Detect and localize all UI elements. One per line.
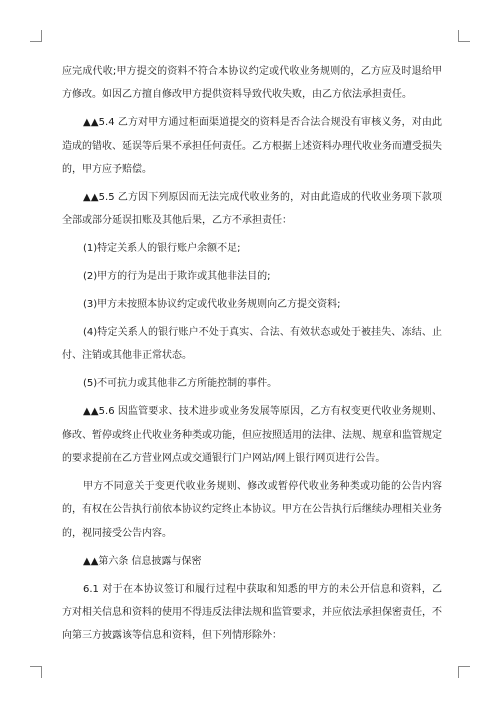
paragraph-clause-5-4: ▲▲5.4 乙方对甲方通过柜面渠道提交的资料是否合法合规没有审核义务，对由此造成的错收、延误等后果不承担任何责任。乙方根据上述资料办理代收业务而遭受损失的，甲方应予赔偿。 <box>62 117 442 176</box>
list-item-5-5-5: (5)不可抗力或其他非乙方所能控制的事件。 <box>83 378 278 390</box>
list-item-5-5-2: (2)甲方的行为是出于欺诈或其他非法目的; <box>83 271 271 283</box>
document-body <box>62 60 442 652</box>
section-heading-article-6: ▲▲第六条 信息披露与保密 <box>83 555 202 567</box>
list-item-5-5-1: (1)特定关系人的银行账户余额不足; <box>83 243 241 255</box>
crop-mark-bottom-left-v <box>41 666 42 678</box>
paragraph-clause-5-6-objection: 甲方不同意关于变更代收业务规则、修改或暂停代收业务种类或功能的公告内容的，有权在公告执行前依本协议约定终止本协议。甲方在公告执行后继续办理相关业务的，视同接受公告内容。 <box>62 481 442 539</box>
paragraph-clause-5-6: ▲▲5.6 因监管要求、技术进步或业务发展等原因，乙方有权变更代收业务规则、修改、暂停或终止代收业务种类或功能，但应按照适用的法律、法规、规章和监管规定的要求提前在乙方营业网点或交通银行门户网站/网上银行网页进行公告。 <box>62 406 442 465</box>
crop-mark-bottom-right-v <box>458 666 459 678</box>
paragraph-clause-5-3-continued: 应完成代收;甲方提交的资料不符合本协议约定或代收业务规则的，乙方应及时退给甲方修改。如因乙方擅自修改甲方提供资料导致代收失败，由乙方依法承担责任。 <box>62 66 442 101</box>
list-item-5-5-3: (3)甲方未按照本协议约定或代收业务规则向乙方提交资料; <box>83 299 341 311</box>
crop-mark-top-left-v <box>41 30 42 42</box>
crop-mark-top-right-h <box>458 41 470 42</box>
paragraph-clause-6-1: 6.1 对于在本协议签订和履行过程中获取和知悉的甲方的未公开信息和资料，乙方对相关信息和资料的使用不得违反法律法规和监管要求，并应依法承担保密责任，不向第三方披露该等信息和资料，但下列情形除外： <box>62 583 442 642</box>
crop-mark-top-right-v <box>458 30 459 42</box>
list-item-5-5-4: (4)特定关系人的银行账户不处于真实、合法、有效状态或处于被挂失、冻结、止付、注销或其他非正常状态。 <box>62 327 442 362</box>
paragraph-clause-5-5: ▲▲5.5 乙方因下列原因而无法完成代收业务的，对由此造成的代收业务项下款项全部或部分延误扣账及其他后果，乙方不承担责任： <box>62 192 442 227</box>
crop-mark-bottom-right-h <box>458 666 470 667</box>
